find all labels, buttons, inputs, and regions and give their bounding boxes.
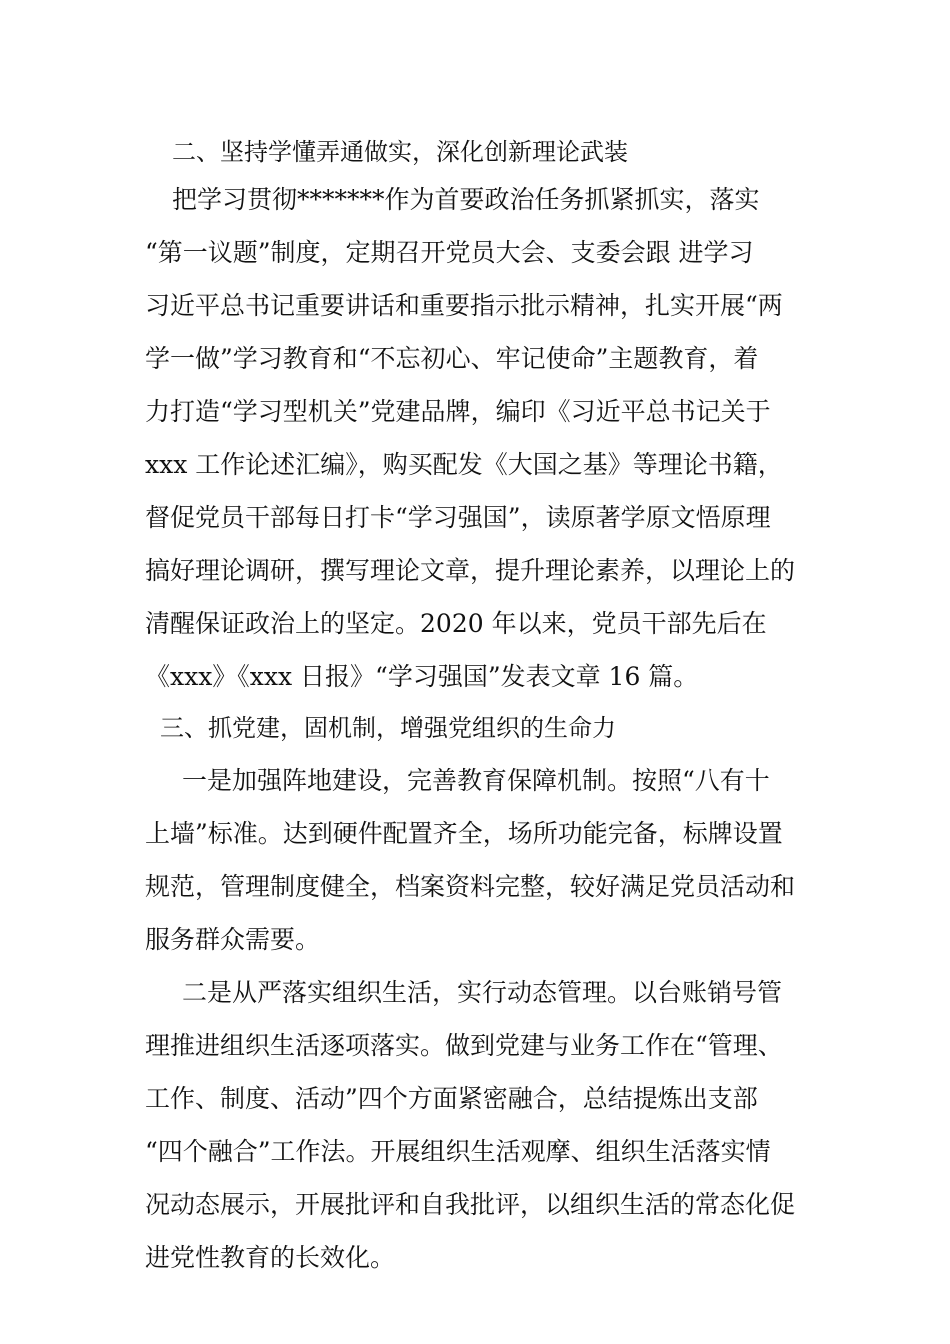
paragraph-line: “第一议题”制度，定期召开党员大会、支委会跟 进学习: [145, 238, 754, 267]
section-heading-2: 二、坚持学懂弄通做实，深化创新理论武装: [172, 138, 628, 166]
paragraph-line: 规范，管理制度健全，档案资料完整，较好满足党员活动和: [145, 872, 796, 901]
paragraph-line: 上墙”标准。达到硬件配置齐全，场所功能完备，标牌设置: [145, 819, 783, 848]
paragraph-line: “四个融合”工作法。开展组织生活观摩、组织生活落实情: [145, 1137, 771, 1166]
paragraph-line: 把学习贯彻*******作为首要政治任务抓紧抓实，落实: [172, 185, 760, 214]
paragraph-line: 督促党员干部每日打卡“学习强国”，读原著学原文悟原理: [145, 503, 771, 532]
paragraph-line: 二是从严落实组织生活，实行动态管理。以台账销号管: [182, 978, 783, 1007]
paragraph-line: 一是加强阵地建设，完善教育保障机制。按照“八有十: [182, 766, 770, 795]
paragraph-line: 搞好理论调研，撰写理论文章，提升理论素养，以理论上的: [145, 556, 796, 585]
paragraph-line: 理推进组织生活逐项落实。做到党建与业务工作在“管理、: [145, 1031, 783, 1060]
paragraph-line: 学一做”学习教育和“不忘初心、牢记使命”主题教育，着: [145, 344, 759, 373]
paragraph-line: 习近平总书记重要讲话和重要指示批示精神，扎实开展“两: [145, 291, 783, 320]
paragraph-line: 况动态展示，开展批评和自我批评，以组织生活的常态化促: [145, 1190, 796, 1219]
paragraph-line: 《xxx》《xxx 日报》“学习强国”发表文章 16 篇。: [145, 662, 699, 691]
paragraph-line: 工作、制度、活动”四个方面紧密融合，总结提炼出支部: [145, 1084, 758, 1113]
paragraph-line: 服务群众需要。: [145, 925, 321, 954]
paragraph-line: xxx 工作论述汇编》，购买配发《大国之基》等理论书籍，: [145, 450, 783, 479]
section-heading-3: 三、抓党建，固机制，增强党组织的生命力: [160, 714, 616, 742]
paragraph-line: 进党性教育的长效化。: [145, 1243, 396, 1272]
paragraph-line: 清醒保证政治上的坚定。2020 年以来，党员干部先后在: [145, 609, 767, 638]
paragraph-line: 力打造“学习型机关”党建品牌，编印《习近平总书记关于: [145, 397, 771, 426]
